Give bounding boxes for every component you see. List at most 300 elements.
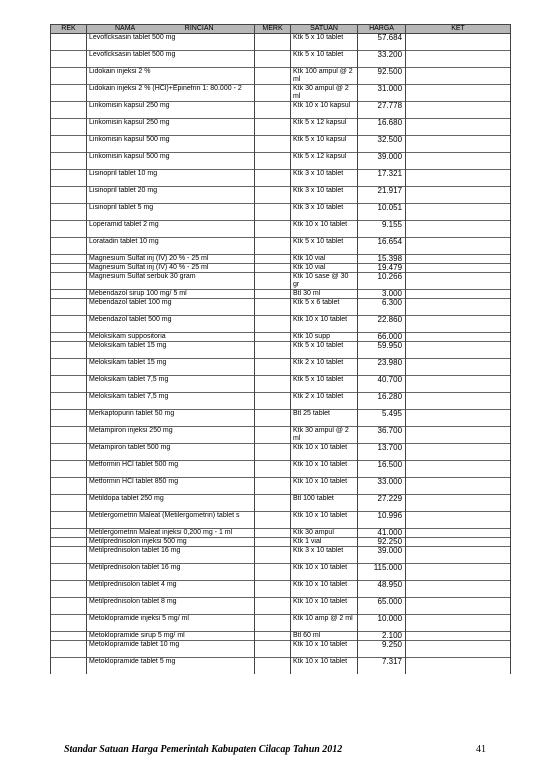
rek-cell bbox=[51, 658, 87, 675]
satuan-cell: Ktk 10 supp bbox=[291, 333, 358, 342]
harga-cell: 57.684 bbox=[358, 34, 406, 51]
rek-cell bbox=[51, 598, 87, 615]
col-header-satuan: SATUAN bbox=[291, 25, 358, 34]
table-row bbox=[51, 376, 511, 393]
table-row bbox=[51, 581, 511, 598]
merk-cell bbox=[255, 187, 291, 204]
harga-cell: 13.700 bbox=[358, 444, 406, 461]
table-row bbox=[51, 529, 511, 538]
rek-cell bbox=[51, 342, 87, 359]
satuan-cell: Ktk 5 x 6 tablet bbox=[291, 299, 358, 316]
nama-cell: Meloksikam tablet 15 mg bbox=[87, 359, 255, 376]
harga-cell: 92.250 bbox=[358, 538, 406, 547]
satuan-cell: Ktk 10 x 10 tablet bbox=[291, 221, 358, 238]
harga-cell: 16.654 bbox=[358, 238, 406, 255]
satuan-cell: Ktk 5 x 10 tablet bbox=[291, 238, 358, 255]
price-table bbox=[50, 24, 511, 674]
merk-cell bbox=[255, 34, 291, 51]
table-row bbox=[51, 598, 511, 615]
rek-cell bbox=[51, 153, 87, 170]
ket-cell bbox=[406, 68, 511, 85]
nama-cell: Mebendazol tablet 500 mg bbox=[87, 316, 255, 333]
rek-cell bbox=[51, 170, 87, 187]
nama-cell: Lisinopril tablet 10 mg bbox=[87, 170, 255, 187]
nama-cell: Loratadin tablet 10 mg bbox=[87, 238, 255, 255]
table-row bbox=[51, 51, 511, 68]
nama-cell: Lisinopril tablet 5 mg bbox=[87, 204, 255, 221]
harga-cell: 66.000 bbox=[358, 333, 406, 342]
ket-cell bbox=[406, 333, 511, 342]
harga-cell: 33.000 bbox=[358, 478, 406, 495]
rek-cell bbox=[51, 538, 87, 547]
ket-cell bbox=[406, 264, 511, 273]
merk-cell bbox=[255, 68, 291, 85]
nama-cell: Metoklopramide tablet 10 mg bbox=[87, 641, 255, 658]
table-row bbox=[51, 316, 511, 333]
ket-cell bbox=[406, 238, 511, 255]
harga-cell: 9.155 bbox=[358, 221, 406, 238]
table-row bbox=[51, 564, 511, 581]
satuan-cell: Ktk 10 x 10 tablet bbox=[291, 478, 358, 495]
merk-cell bbox=[255, 658, 291, 675]
harga-cell: 41.000 bbox=[358, 529, 406, 538]
nama-cell: Magnesium Sulfat inj (IV) 40 % - 25 ml bbox=[87, 264, 255, 273]
satuan-cell: Ktk 2 x 10 tablet bbox=[291, 359, 358, 376]
merk-cell bbox=[255, 427, 291, 444]
rek-cell bbox=[51, 359, 87, 376]
ket-cell bbox=[406, 632, 511, 641]
nama-cell: Linkomisin kapsul 250 mg bbox=[87, 119, 255, 136]
rek-cell bbox=[51, 393, 87, 410]
merk-cell bbox=[255, 290, 291, 299]
rek-cell bbox=[51, 238, 87, 255]
ket-cell bbox=[406, 564, 511, 581]
table-row bbox=[51, 34, 511, 51]
merk-cell bbox=[255, 393, 291, 410]
harga-cell: 115.000 bbox=[358, 564, 406, 581]
nama-cell: Metoklopramide injeksi 5 mg/ ml bbox=[87, 615, 255, 632]
harga-cell: 40.700 bbox=[358, 376, 406, 393]
satuan-cell: Btl 100 tablet bbox=[291, 495, 358, 512]
merk-cell bbox=[255, 136, 291, 153]
ket-cell bbox=[406, 495, 511, 512]
table-row bbox=[51, 512, 511, 529]
ket-cell bbox=[406, 538, 511, 547]
table-row bbox=[51, 153, 511, 170]
satuan-cell: Ktk 10 sase @ 30 gr bbox=[291, 273, 358, 290]
nama-cell: Linkomisin kapsul 500 mg bbox=[87, 153, 255, 170]
merk-cell bbox=[255, 170, 291, 187]
rek-cell bbox=[51, 444, 87, 461]
nama-cell: Metilergometrin Maleat (Metilergometrin) tablet s bbox=[87, 512, 255, 529]
ket-cell bbox=[406, 444, 511, 461]
satuan-cell: Ktk 100 ampul @ 2 ml bbox=[291, 68, 358, 85]
nama-cell: Metilprednisolon tablet 16 mg bbox=[87, 564, 255, 581]
rek-cell bbox=[51, 187, 87, 204]
harga-cell: 10.266 bbox=[358, 273, 406, 290]
rek-cell bbox=[51, 632, 87, 641]
rek-cell bbox=[51, 51, 87, 68]
nama-cell: Lidokain injeksi 2 % (HCl)+Epinefrin 1: 80.000 - 2 bbox=[87, 85, 255, 102]
nama-cell: Loperamid tablet 2 mg bbox=[87, 221, 255, 238]
rek-cell bbox=[51, 333, 87, 342]
merk-cell bbox=[255, 495, 291, 512]
ket-cell bbox=[406, 461, 511, 478]
nama-cell: Metampiron tablet 500 mg bbox=[87, 444, 255, 461]
harga-cell: 10.051 bbox=[358, 204, 406, 221]
merk-cell bbox=[255, 359, 291, 376]
harga-cell: 27.229 bbox=[358, 495, 406, 512]
harga-cell: 48.950 bbox=[358, 581, 406, 598]
table-row bbox=[51, 333, 511, 342]
harga-cell: 17.321 bbox=[358, 170, 406, 187]
nama-cell: Linkomisin kapsul 250 mg bbox=[87, 102, 255, 119]
table-row bbox=[51, 273, 511, 290]
rek-cell bbox=[51, 102, 87, 119]
table-row bbox=[51, 264, 511, 273]
merk-cell bbox=[255, 51, 291, 68]
ket-cell bbox=[406, 187, 511, 204]
harga-cell: 39.000 bbox=[358, 547, 406, 564]
merk-cell bbox=[255, 478, 291, 495]
price-table-sheet bbox=[50, 24, 510, 674]
merk-cell bbox=[255, 529, 291, 538]
ket-cell bbox=[406, 51, 511, 68]
table-row bbox=[51, 342, 511, 359]
nama-cell: Mebendazol sirup 100 mg/ 5 ml bbox=[87, 290, 255, 299]
merk-cell bbox=[255, 316, 291, 333]
nama-cell: Mebendazol tablet 100 mg bbox=[87, 299, 255, 316]
satuan-cell: Ktk 5 x 10 tablet bbox=[291, 34, 358, 51]
satuan-cell: Ktk 10 amp @ 2 ml bbox=[291, 615, 358, 632]
ket-cell bbox=[406, 359, 511, 376]
table-row bbox=[51, 478, 511, 495]
ket-cell bbox=[406, 658, 511, 675]
col-header-nama bbox=[87, 25, 255, 34]
rek-cell bbox=[51, 299, 87, 316]
table-row bbox=[51, 641, 511, 658]
rek-cell bbox=[51, 564, 87, 581]
col-header-rek: REK bbox=[51, 25, 87, 34]
harga-cell: 23.980 bbox=[358, 359, 406, 376]
ket-cell bbox=[406, 221, 511, 238]
nama-cell: Metilprednisolon tablet 8 mg bbox=[87, 598, 255, 615]
table-row bbox=[51, 299, 511, 316]
satuan-cell: Ktk 5 x 10 tablet bbox=[291, 342, 358, 359]
merk-cell bbox=[255, 461, 291, 478]
nama-cell: Metoklopramide sirup 5 mg/ ml bbox=[87, 632, 255, 641]
harga-cell: 6.300 bbox=[358, 299, 406, 316]
satuan-cell: Ktk 3 x 10 tablet bbox=[291, 547, 358, 564]
harga-cell: 65.000 bbox=[358, 598, 406, 615]
col-header-nama-label: NAMA bbox=[115, 25, 135, 32]
rek-cell bbox=[51, 529, 87, 538]
rek-cell bbox=[51, 478, 87, 495]
satuan-cell: Ktk 3 x 10 tablet bbox=[291, 170, 358, 187]
satuan-cell: Ktk 10 x 10 tablet bbox=[291, 564, 358, 581]
satuan-cell: Ktk 10 x 10 kapsul bbox=[291, 102, 358, 119]
merk-cell bbox=[255, 615, 291, 632]
harga-cell: 16.280 bbox=[358, 393, 406, 410]
nama-cell: Meloksikam tablet 15 mg bbox=[87, 342, 255, 359]
merk-cell bbox=[255, 221, 291, 238]
table-row bbox=[51, 221, 511, 238]
table-row bbox=[51, 119, 511, 136]
harga-cell: 10.000 bbox=[358, 615, 406, 632]
satuan-cell: Ktk 5 x 10 tablet bbox=[291, 376, 358, 393]
harga-cell: 5.495 bbox=[358, 410, 406, 427]
harga-cell: 19.479 bbox=[358, 264, 406, 273]
harga-cell: 2.100 bbox=[358, 632, 406, 641]
satuan-cell: Ktk 30 ampul @ 2 ml bbox=[291, 85, 358, 102]
ket-cell bbox=[406, 255, 511, 264]
nama-cell: Lisinopril tablet 20 mg bbox=[87, 187, 255, 204]
harga-cell: 39.000 bbox=[358, 153, 406, 170]
ket-cell bbox=[406, 316, 511, 333]
rek-cell bbox=[51, 376, 87, 393]
page-footer bbox=[64, 744, 494, 755]
satuan-cell: Ktk 10 x 10 tablet bbox=[291, 444, 358, 461]
satuan-cell: Ktk 5 x 12 kapsul bbox=[291, 119, 358, 136]
rek-cell bbox=[51, 316, 87, 333]
col-header-rincian-label: RINCIAN bbox=[184, 25, 214, 32]
table-row bbox=[51, 444, 511, 461]
merk-cell bbox=[255, 273, 291, 290]
nama-cell: Merkaptopurin tablet 50 mg bbox=[87, 410, 255, 427]
col-header-ket: KET bbox=[406, 25, 511, 34]
merk-cell bbox=[255, 204, 291, 221]
nama-cell: Levoflcksasin tablet 500 mg bbox=[87, 34, 255, 51]
table-row bbox=[51, 359, 511, 376]
nama-cell: Magnesium Sulfat inj (IV) 20 % - 25 ml bbox=[87, 255, 255, 264]
table-row bbox=[51, 495, 511, 512]
satuan-cell: Btl 25 tablet bbox=[291, 410, 358, 427]
rek-cell bbox=[51, 34, 87, 51]
merk-cell bbox=[255, 85, 291, 102]
satuan-cell: Ktk 10 x 10 tablet bbox=[291, 658, 358, 675]
satuan-cell: Ktk 1 vial bbox=[291, 538, 358, 547]
harga-cell: 21.917 bbox=[358, 187, 406, 204]
satuan-cell: Ktk 5 x 12 kapsul bbox=[291, 153, 358, 170]
merk-cell bbox=[255, 102, 291, 119]
ket-cell bbox=[406, 153, 511, 170]
satuan-cell: Ktk 10 x 10 tablet bbox=[291, 461, 358, 478]
ket-cell bbox=[406, 342, 511, 359]
ket-cell bbox=[406, 299, 511, 316]
merk-cell bbox=[255, 632, 291, 641]
ket-cell bbox=[406, 204, 511, 221]
merk-cell bbox=[255, 547, 291, 564]
satuan-cell: Ktk 10 x 10 tablet bbox=[291, 512, 358, 529]
ket-cell bbox=[406, 136, 511, 153]
harga-cell: 9.250 bbox=[358, 641, 406, 658]
rek-cell bbox=[51, 615, 87, 632]
nama-cell: Linkomisin kapsul 500 mg bbox=[87, 136, 255, 153]
merk-cell bbox=[255, 255, 291, 264]
merk-cell bbox=[255, 333, 291, 342]
merk-cell bbox=[255, 410, 291, 427]
satuan-cell: Ktk 10 x 10 tablet bbox=[291, 316, 358, 333]
harga-cell: 32.500 bbox=[358, 136, 406, 153]
merk-cell bbox=[255, 238, 291, 255]
satuan-cell: Ktk 10 vial bbox=[291, 264, 358, 273]
merk-cell bbox=[255, 153, 291, 170]
merk-cell bbox=[255, 376, 291, 393]
satuan-cell: Ktk 2 x 10 tablet bbox=[291, 393, 358, 410]
table-row bbox=[51, 615, 511, 632]
table-row bbox=[51, 85, 511, 102]
ket-cell bbox=[406, 547, 511, 564]
ket-cell bbox=[406, 598, 511, 615]
ket-cell bbox=[406, 85, 511, 102]
satuan-cell: Ktk 10 x 10 tablet bbox=[291, 581, 358, 598]
table-row bbox=[51, 461, 511, 478]
satuan-cell: Btl 30 ml bbox=[291, 290, 358, 299]
merk-cell bbox=[255, 342, 291, 359]
table-row bbox=[51, 136, 511, 153]
nama-cell: Metformin HCl tablet 500 mg bbox=[87, 461, 255, 478]
satuan-cell: Ktk 5 x 10 kapsul bbox=[291, 136, 358, 153]
nama-cell: Metoklopramide tablet 5 mg bbox=[87, 658, 255, 675]
rek-cell bbox=[51, 512, 87, 529]
nama-cell: Levoflcksasin tablet 500 mg bbox=[87, 51, 255, 68]
ket-cell bbox=[406, 34, 511, 51]
table-row bbox=[51, 538, 511, 547]
nama-cell: Lidokain injeksi 2 % bbox=[87, 68, 255, 85]
rek-cell bbox=[51, 273, 87, 290]
ket-cell bbox=[406, 290, 511, 299]
harga-cell: 36.700 bbox=[358, 427, 406, 444]
harga-cell: 59.950 bbox=[358, 342, 406, 359]
table-row bbox=[51, 102, 511, 119]
merk-cell bbox=[255, 641, 291, 658]
harga-cell: 3.000 bbox=[358, 290, 406, 299]
merk-cell bbox=[255, 119, 291, 136]
satuan-cell: Ktk 30 ampul bbox=[291, 529, 358, 538]
ket-cell bbox=[406, 102, 511, 119]
nama-cell: Metampiron injeksi 250 mg bbox=[87, 427, 255, 444]
harga-cell: 7.317 bbox=[358, 658, 406, 675]
merk-cell bbox=[255, 264, 291, 273]
harga-cell: 16.500 bbox=[358, 461, 406, 478]
rek-cell bbox=[51, 410, 87, 427]
harga-cell: 27.778 bbox=[358, 102, 406, 119]
rek-cell bbox=[51, 119, 87, 136]
satuan-cell: Ktk 3 x 10 tablet bbox=[291, 204, 358, 221]
table-row bbox=[51, 658, 511, 675]
rek-cell bbox=[51, 221, 87, 238]
ket-cell bbox=[406, 376, 511, 393]
table-row bbox=[51, 170, 511, 187]
merk-cell bbox=[255, 581, 291, 598]
satuan-cell: Ktk 10 x 10 tablet bbox=[291, 598, 358, 615]
merk-cell bbox=[255, 538, 291, 547]
harga-cell: 33.200 bbox=[358, 51, 406, 68]
rek-cell bbox=[51, 547, 87, 564]
table-row bbox=[51, 255, 511, 264]
rek-cell bbox=[51, 581, 87, 598]
table-row bbox=[51, 393, 511, 410]
ket-cell bbox=[406, 615, 511, 632]
satuan-cell: Btl 60 ml bbox=[291, 632, 358, 641]
merk-cell bbox=[255, 299, 291, 316]
table-row bbox=[51, 238, 511, 255]
nama-cell: Metildopa tablet 250 mg bbox=[87, 495, 255, 512]
satuan-cell: Ktk 10 x 10 tablet bbox=[291, 641, 358, 658]
page-number: 41 bbox=[476, 744, 486, 755]
rek-cell bbox=[51, 495, 87, 512]
nama-cell: Metilprednisolon tablet 4 mg bbox=[87, 581, 255, 598]
col-header-merk: MERK bbox=[255, 25, 291, 34]
ket-cell bbox=[406, 641, 511, 658]
ket-cell bbox=[406, 273, 511, 290]
harga-cell: 31.000 bbox=[358, 85, 406, 102]
table-row bbox=[51, 547, 511, 564]
harga-cell: 10.996 bbox=[358, 512, 406, 529]
footer-title: Standar Satuan Harga Pemerintah Kabupaten Cilacap Tahun 2012 bbox=[64, 744, 343, 755]
nama-cell: Metilprednisolon injeksi 500 mg bbox=[87, 538, 255, 547]
ket-cell bbox=[406, 478, 511, 495]
nama-cell: Meloksikam tablet 7,5 mg bbox=[87, 376, 255, 393]
ket-cell bbox=[406, 410, 511, 427]
table-row bbox=[51, 68, 511, 85]
ket-cell bbox=[406, 581, 511, 598]
ket-cell bbox=[406, 529, 511, 538]
nama-cell: Meloksikam suppositoria bbox=[87, 333, 255, 342]
rek-cell bbox=[51, 461, 87, 478]
header-row bbox=[51, 25, 511, 34]
merk-cell bbox=[255, 598, 291, 615]
harga-cell: 92.500 bbox=[358, 68, 406, 85]
table-row bbox=[51, 410, 511, 427]
rek-cell bbox=[51, 136, 87, 153]
nama-cell: Magnesium Sulfat serbuk 30 gram bbox=[87, 273, 255, 290]
rek-cell bbox=[51, 427, 87, 444]
merk-cell bbox=[255, 512, 291, 529]
rek-cell bbox=[51, 264, 87, 273]
ket-cell bbox=[406, 512, 511, 529]
table-body bbox=[51, 34, 511, 675]
rek-cell bbox=[51, 641, 87, 658]
merk-cell bbox=[255, 444, 291, 461]
table-row bbox=[51, 290, 511, 299]
ket-cell bbox=[406, 119, 511, 136]
nama-cell: Metilergometrin Maleat injeksi 0,200 mg - 1 ml bbox=[87, 529, 255, 538]
satuan-cell: Ktk 5 x 10 tablet bbox=[291, 51, 358, 68]
table-row bbox=[51, 427, 511, 444]
rek-cell bbox=[51, 68, 87, 85]
rek-cell bbox=[51, 255, 87, 264]
satuan-cell: Ktk 3 x 10 tablet bbox=[291, 187, 358, 204]
harga-cell: 22.860 bbox=[358, 316, 406, 333]
harga-cell: 15.398 bbox=[358, 255, 406, 264]
rek-cell bbox=[51, 85, 87, 102]
table-row bbox=[51, 187, 511, 204]
rek-cell bbox=[51, 290, 87, 299]
satuan-cell: Ktk 10 vial bbox=[291, 255, 358, 264]
table-row bbox=[51, 632, 511, 641]
nama-cell: Meloksikam tablet 7,5 mg bbox=[87, 393, 255, 410]
ket-cell bbox=[406, 393, 511, 410]
ket-cell bbox=[406, 170, 511, 187]
table-row bbox=[51, 204, 511, 221]
harga-cell: 16.680 bbox=[358, 119, 406, 136]
satuan-cell: Ktk 30 ampul @ 2 ml bbox=[291, 427, 358, 444]
nama-cell: Metilprednisolon tablet 16 mg bbox=[87, 547, 255, 564]
rek-cell bbox=[51, 204, 87, 221]
col-header-harga: HARGA bbox=[358, 25, 406, 34]
merk-cell bbox=[255, 564, 291, 581]
